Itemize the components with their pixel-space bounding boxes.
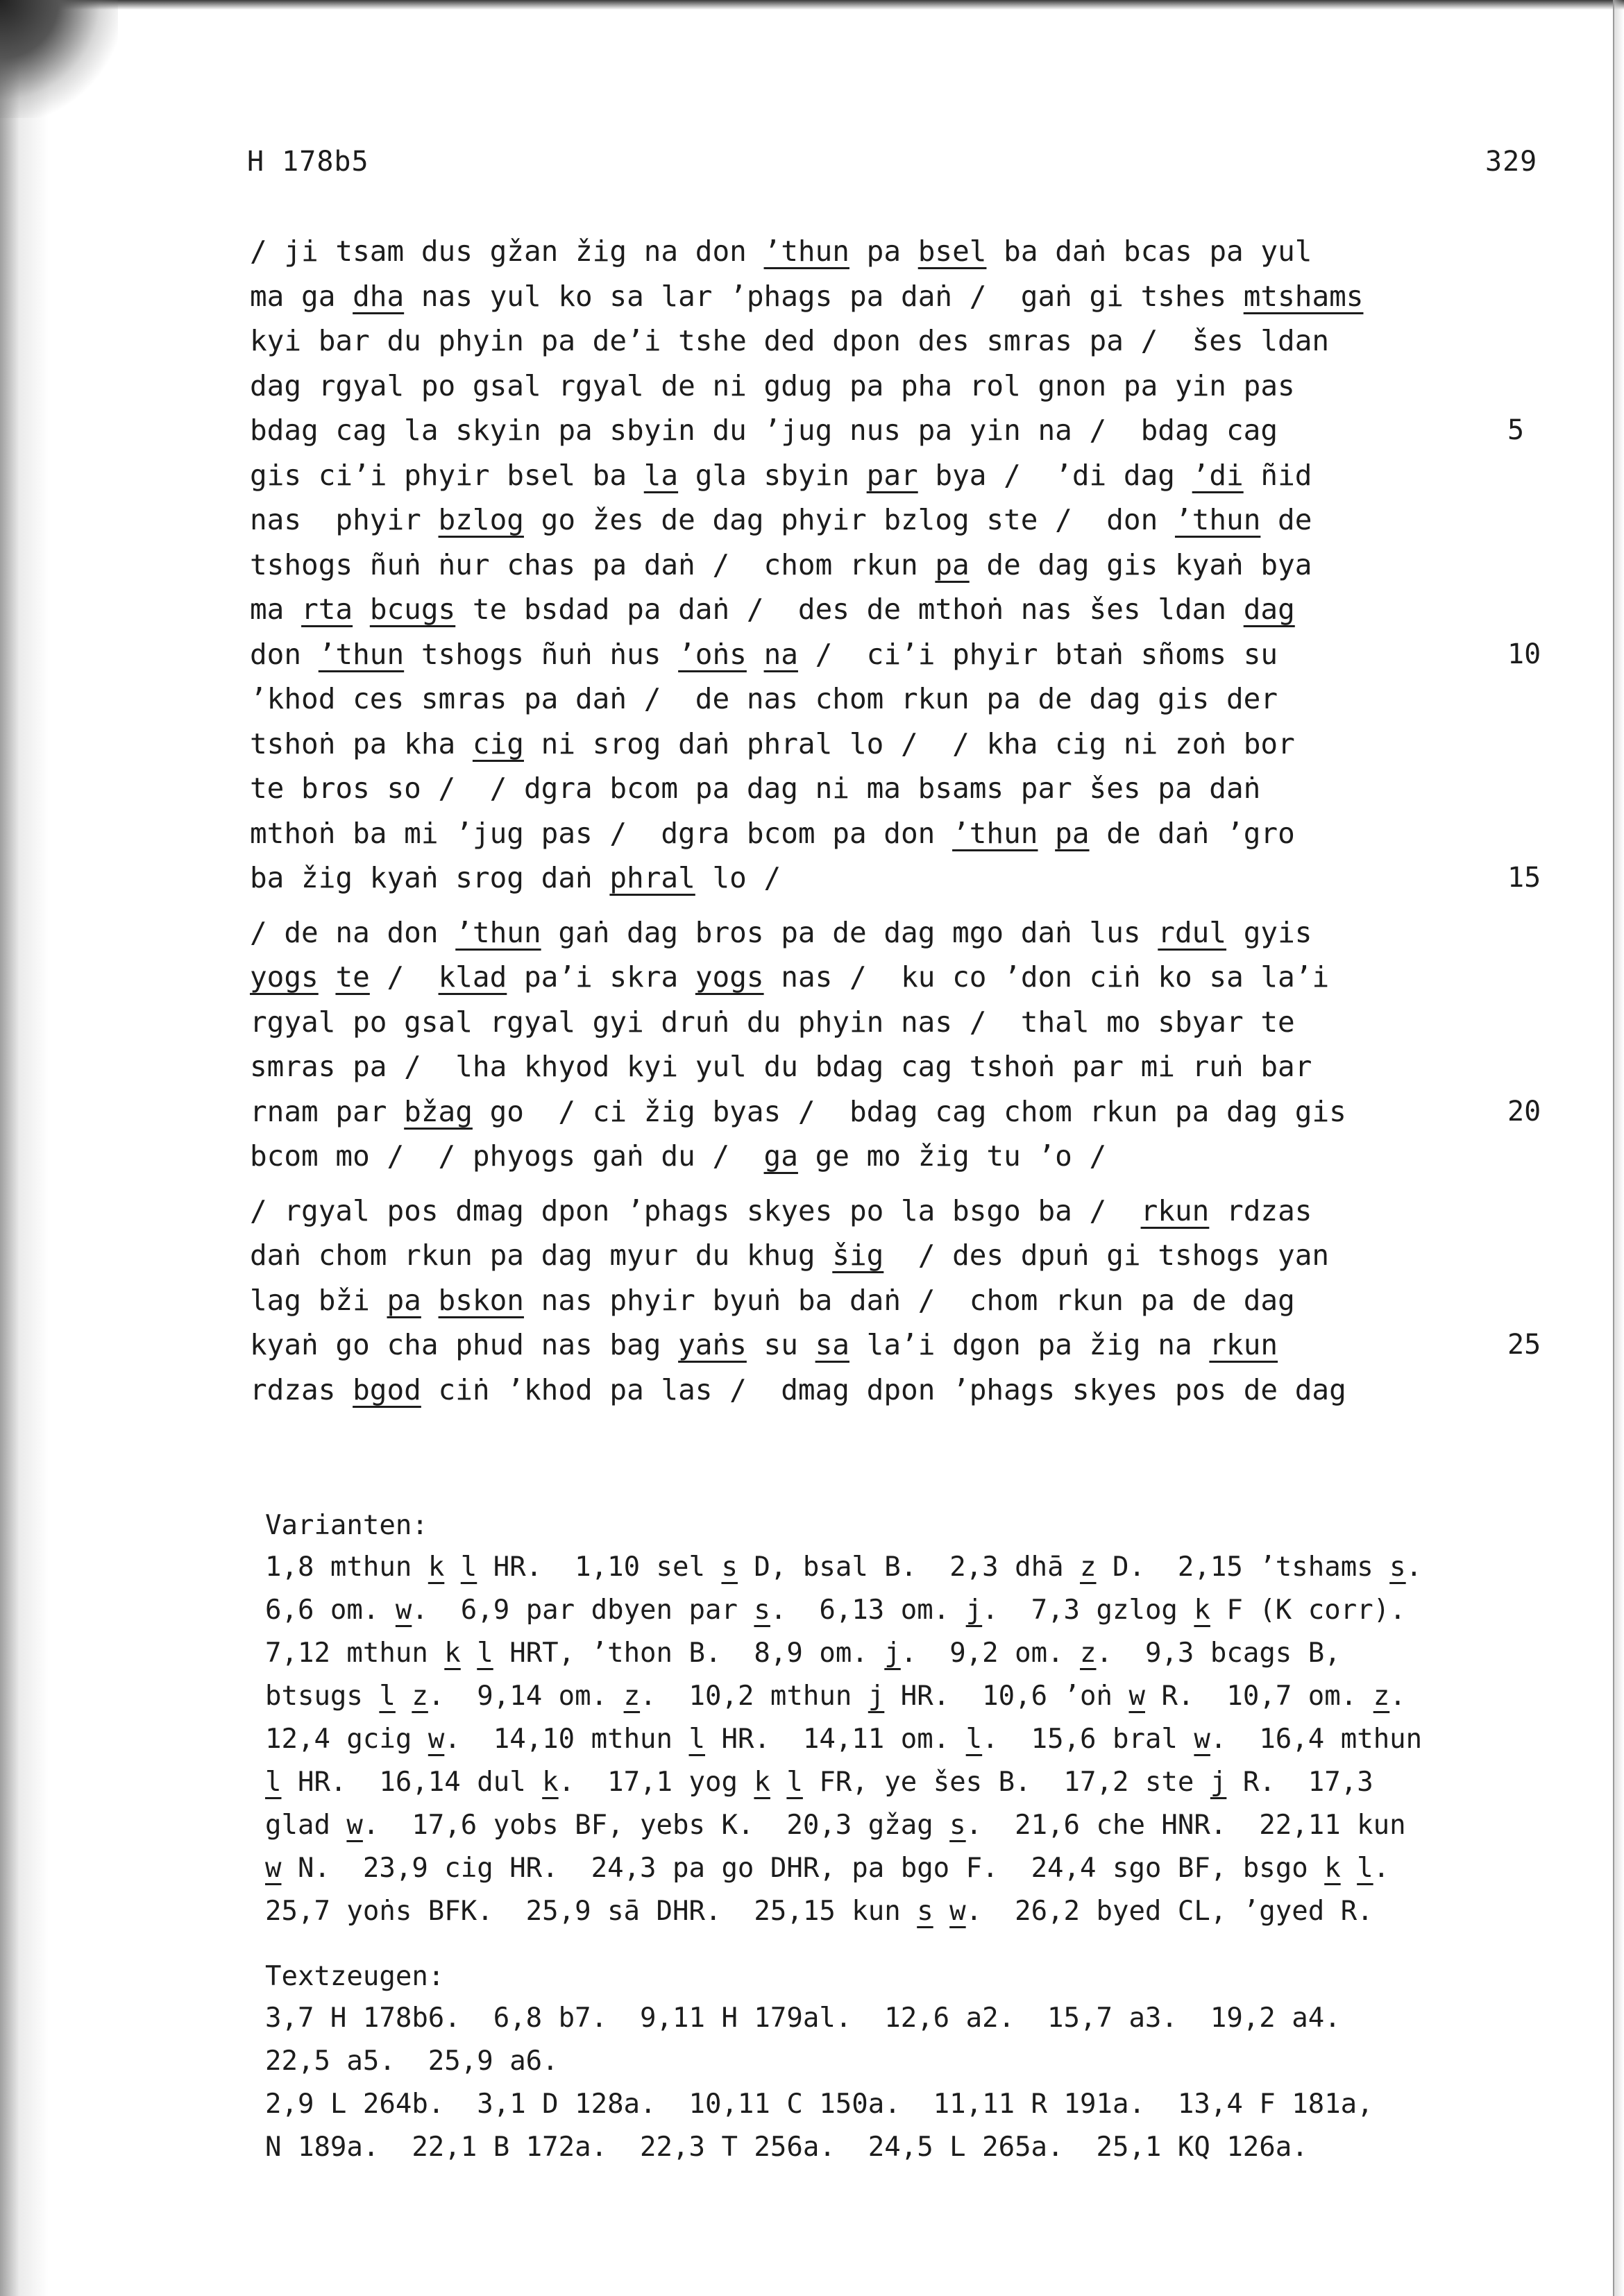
main-text	[250, 229, 1541, 1412]
text-segment: mthoṅ ba mi ’jug pas / dgra bcom pa don	[250, 816, 953, 850]
text-line	[250, 318, 1527, 364]
underlined-word: bsel	[917, 235, 987, 268]
textzeugen-title: Textzeugen:	[265, 1961, 445, 1992]
page-corner-shadow	[0, 0, 118, 118]
text-line	[250, 811, 1527, 856]
text-segment: ba daṅ bcas pa yul	[986, 235, 1312, 268]
text-segment: nas phyir byuṅ ba daṅ / chom rkun pa de dag	[523, 1283, 1295, 1317]
text-segment: D. 2,15 ’tshams	[1096, 1551, 1390, 1583]
text-segment: /	[369, 960, 439, 994]
text-segment: kyi bar du phyin pa de’i tshe ded dpon des smras pa / šes ldan	[250, 324, 1330, 357]
text-line	[250, 453, 1527, 498]
underlined-word: z	[1373, 1681, 1390, 1712]
text-line	[250, 364, 1527, 409]
variant-line	[265, 1718, 1584, 1761]
underlined-word: l	[477, 1638, 493, 1669]
underlined-word: w	[265, 1853, 282, 1884]
text-segment: ñid	[1243, 458, 1312, 492]
underlined-word: l	[965, 1724, 983, 1755]
witness-line: 22,5 a5. 25,9 a6.	[265, 2046, 559, 2077]
text-segment: go / ci žig byas / bdag cag chom rkun pa dag gis	[472, 1094, 1346, 1128]
underlined-word: w	[1194, 1724, 1210, 1755]
underlined-word: na	[763, 637, 798, 671]
text-segment: 25,7 yoṅs BFK. 25,9 sā DHR. 25,15 kun	[265, 1896, 917, 1927]
text-line	[250, 1233, 1527, 1278]
underlined-word: bcugs	[369, 593, 456, 626]
underlined-word: w	[428, 1724, 445, 1755]
text-segment	[319, 960, 336, 994]
witness-line: N 189a. 22,1 B 172a. 22,3 T 256a. 24,5 L 265a. 25,1 KQ 126a.	[265, 2132, 1308, 2163]
underlined-word: k	[542, 1767, 559, 1798]
variant-line	[265, 1546, 1584, 1589]
variant-line	[265, 1804, 1584, 1847]
underlined-word: par	[866, 458, 918, 492]
text-segment: 1,8 mthun	[265, 1551, 428, 1583]
underlined-word: z	[1080, 1551, 1097, 1583]
underlined-word: klad	[438, 960, 507, 994]
text-segment: ge mo žig tu ’o /	[797, 1139, 1107, 1173]
text-segment: tshogs ñuṅ ṅur chas pa daṅ / chom rkun	[250, 547, 936, 581]
underlined-word: j	[965, 1595, 983, 1626]
variant-line	[265, 1847, 1584, 1890]
text-line	[250, 1368, 1527, 1413]
text-segment: HR. 10,6 ’oṅ	[884, 1681, 1129, 1712]
text-segment	[421, 1284, 439, 1317]
underlined-word: sa	[815, 1328, 849, 1361]
text-segment: rnam par	[250, 1094, 405, 1128]
text-segment: / ji tsam dus gžan žig na don	[250, 235, 764, 268]
text-segment: btsugs	[265, 1681, 380, 1712]
varianten-title: Varianten:	[265, 1510, 428, 1541]
page-shadow-top	[0, 0, 1624, 10]
text-line	[250, 722, 1527, 767]
underlined-word: s	[1389, 1551, 1406, 1583]
underlined-word: j	[868, 1681, 885, 1712]
text-segment: la’i dgon pa žig na	[849, 1328, 1210, 1361]
text-segment: D, bsal B. 2,3 dhā	[737, 1551, 1081, 1583]
text-segment: ma ga	[250, 279, 353, 313]
text-segment: gyis	[1226, 915, 1312, 949]
text-line	[250, 1089, 1541, 1134]
text-line	[250, 1044, 1527, 1089]
underlined-word: rkun	[1209, 1328, 1278, 1361]
underlined-word: w	[949, 1896, 966, 1927]
text-segment: ba žig kyaṅ srog daṅ	[250, 861, 610, 894]
underlined-word: l	[688, 1724, 705, 1755]
underlined-word: l	[379, 1681, 396, 1712]
underlined-word: w	[1128, 1681, 1145, 1712]
text-segment: . 10,2 mthun	[640, 1681, 868, 1712]
text-line	[250, 587, 1527, 632]
text-segment: F (K corr).	[1210, 1595, 1406, 1626]
text-segment: / rgyal pos dmag dpon ’phags skyes po la bsgo ba /	[250, 1193, 1141, 1227]
text-segment: . 17,1 yog	[558, 1767, 754, 1798]
text-segment: 6,6 om.	[265, 1595, 396, 1626]
text-segment: ’khod ces smras pa daṅ / de nas chom rkun pa de dag gis der	[250, 682, 1278, 715]
text-line	[250, 766, 1527, 811]
text-segment: R. 17,3	[1226, 1767, 1373, 1798]
underlined-word: s	[917, 1896, 933, 1927]
text-segment: .	[1389, 1681, 1406, 1712]
underlined-word: bzlog	[438, 503, 524, 536]
underlined-word: k	[444, 1638, 461, 1669]
variant-line	[265, 1761, 1584, 1804]
text-segment: go žes de dag phyir bzlog ste / don	[523, 503, 1175, 536]
text-segment: ciṅ ’khod pa las / dmag dpon ’phags skyes pos de dag	[421, 1372, 1346, 1406]
text-line	[250, 1278, 1527, 1323]
text-segment: / des dpuṅ gi tshogs yan	[883, 1239, 1330, 1272]
underlined-word: ’thun	[1174, 503, 1261, 536]
underlined-word: yogs	[250, 960, 319, 994]
variant-line	[265, 1589, 1584, 1632]
underlined-word: l	[1357, 1853, 1373, 1884]
text-segment: gaṅ dag bros pa de dag mgo daṅ lus	[541, 915, 1158, 949]
underlined-word: ’oṅs	[678, 637, 747, 671]
underlined-word: la	[643, 458, 679, 492]
text-segment: . 14,10 mthun	[444, 1724, 689, 1755]
text-segment: . 6,9 par dbyen par	[412, 1595, 754, 1626]
underlined-word: šig	[832, 1239, 884, 1272]
underlined-word: bžag	[404, 1094, 473, 1128]
text-segment: HRT, ’thon B. 8,9 om.	[493, 1638, 885, 1669]
text-segment: rgyal po gsal rgyal gyi druṅ du phyin nas / thal mo sbyar te	[250, 1005, 1295, 1039]
text-segment: bdag cag la skyin pa sbyin du ’jug nus pa yin na / bdag cag	[250, 414, 1278, 447]
underlined-word: s	[754, 1595, 770, 1626]
text-segment: lag bži	[250, 1283, 387, 1317]
text-line	[250, 274, 1527, 319]
text-line	[250, 677, 1527, 722]
page-number: 329	[1485, 146, 1538, 178]
text-segment: lo /	[695, 861, 781, 894]
text-segment: . 7,3 gzlog	[982, 1595, 1194, 1626]
text-line	[250, 543, 1527, 588]
text-segment: . 9,14 om.	[428, 1681, 624, 1712]
text-segment: nas phyir	[250, 503, 439, 536]
variant-line	[265, 1675, 1584, 1718]
underlined-word: pa	[1055, 816, 1090, 850]
text-line	[250, 1323, 1541, 1368]
underlined-word: ’thun	[455, 915, 541, 949]
text-segment: . 6,13 om.	[770, 1595, 966, 1626]
text-segment: HR. 1,10 sel	[477, 1551, 722, 1583]
running-head: H 178b5	[247, 146, 369, 178]
underlined-word: bskon	[438, 1283, 524, 1317]
text-segment: gis ci’i phyir bsel ba	[250, 458, 644, 492]
underlined-word: rdul	[1158, 915, 1227, 949]
text-line	[250, 1189, 1527, 1234]
section-gap	[265, 1933, 1584, 1957]
text-segment: HR. 14,11 om.	[704, 1724, 966, 1755]
underlined-word: pa	[387, 1283, 421, 1317]
text-segment: .	[1373, 1853, 1390, 1884]
text-segment	[353, 593, 370, 626]
text-segment: / ci’i phyir btaṅ sñoms su	[797, 637, 1278, 671]
text-segment: .	[1405, 1551, 1423, 1583]
text-segment: kyaṅ go cha phud nas bag	[250, 1328, 679, 1361]
text-line	[250, 498, 1527, 543]
underlined-word: rkun	[1140, 1193, 1210, 1227]
text-segment: 7,12 mthun	[265, 1638, 445, 1669]
text-segment: bya / ’di dag	[917, 458, 1192, 492]
underlined-word: yogs	[695, 960, 764, 994]
text-segment: HR. 16,14 dul	[281, 1767, 543, 1798]
text-segment	[461, 1638, 477, 1669]
text-segment: / de na don	[250, 915, 456, 949]
text-segment: de dag gis kyaṅ bya	[969, 547, 1312, 581]
underlined-word: w	[395, 1595, 412, 1626]
textzeugen-list	[265, 1997, 1584, 2169]
underlined-word: j	[884, 1638, 901, 1669]
text-segment: ma	[250, 593, 302, 626]
underlined-word: w	[346, 1810, 363, 1841]
text-segment: pa’i skra	[507, 960, 695, 994]
underlined-word: ’thun	[318, 637, 405, 671]
underlined-word: ’thun	[763, 235, 849, 268]
variant-line	[265, 1890, 1584, 1933]
critical-apparatus	[265, 1506, 1584, 2169]
underlined-word: k	[1324, 1853, 1341, 1884]
text-segment: . 9,3 bcags B,	[1096, 1638, 1341, 1669]
underlined-word: l	[460, 1551, 477, 1583]
text-segment: rdzas	[250, 1372, 353, 1406]
underlined-word: phral	[609, 861, 695, 894]
line-number: 25	[1507, 1329, 1541, 1361]
text-segment: ni srog daṅ phral lo / / kha cig ni zoṅ bor	[523, 726, 1295, 760]
text-segment: tshoṅ pa kha	[250, 726, 473, 760]
text-segment	[444, 1551, 460, 1583]
text-segment: pa	[849, 235, 918, 268]
line-number: 5	[1507, 414, 1525, 446]
text-segment: rdzas	[1209, 1193, 1312, 1227]
text-segment: su	[746, 1328, 815, 1361]
text-segment: gla sbyin	[678, 458, 867, 492]
page-shadow-left	[0, 0, 49, 2296]
underlined-word: l	[786, 1767, 803, 1798]
text-segment: N. 23,9 cig HR. 24,3 pa go DHR, pa bgo F. 24,4 sgo BF, bsgo	[281, 1853, 1325, 1884]
text-line	[250, 229, 1527, 274]
text-segment: nas / ku co ’don ciṅ ko sa la’i	[763, 960, 1330, 994]
text-segment: de daṅ ’gro	[1089, 816, 1295, 850]
underlined-word: k	[754, 1767, 770, 1798]
text-segment	[396, 1681, 412, 1712]
underlined-word: bgod	[353, 1372, 421, 1406]
text-line	[250, 632, 1541, 677]
text-segment: . 9,2 om.	[900, 1638, 1081, 1669]
line-number: 15	[1507, 862, 1541, 894]
text-segment: te bsdad pa daṅ / des de mthoṅ nas šes ldan	[455, 593, 1244, 626]
text-segment: smras pa / lha khyod kyi yul du bdag cag tshoṅ par mi ruṅ bar	[250, 1050, 1312, 1083]
underlined-word: mtshams	[1243, 279, 1364, 313]
underlined-word: s	[949, 1810, 966, 1841]
underlined-word: yaṅs	[678, 1328, 747, 1361]
line-number: 10	[1507, 638, 1541, 670]
text-segment: . 15,6 bral	[982, 1724, 1194, 1755]
text-segment: daṅ chom rkun pa dag myur du khug	[250, 1239, 833, 1272]
text-line	[250, 408, 1527, 453]
underlined-word: dag	[1243, 593, 1295, 626]
underlined-word: l	[265, 1767, 282, 1798]
text-segment: . 17,6 yobs BF, yebs K. 20,3 gžag	[362, 1810, 950, 1841]
text-segment	[1038, 817, 1055, 850]
text-segment: . 21,6 che HNR. 22,11 kun	[965, 1810, 1406, 1841]
underlined-word: ’di	[1192, 458, 1244, 492]
text-line	[250, 910, 1527, 955]
witness-line: 3,7 H 178b6. 6,8 b7. 9,11 H 179al. 12,6 a2. 15,7 a3. 19,2 a4.	[265, 2002, 1341, 2034]
text-line	[250, 955, 1527, 1000]
text-segment	[1341, 1853, 1357, 1884]
underlined-word: ga	[763, 1139, 798, 1173]
text-segment: 12,4 gcig	[265, 1724, 428, 1755]
underlined-word: dha	[353, 279, 405, 313]
underlined-word: cig	[472, 726, 524, 760]
text-segment: . 26,2 byed CL, ’gyed R.	[965, 1896, 1373, 1927]
underlined-word: te	[335, 960, 370, 994]
underlined-word: k	[1194, 1595, 1210, 1626]
text-segment: R. 10,7 om.	[1144, 1681, 1373, 1712]
underlined-word: k	[428, 1551, 445, 1583]
underlined-word: z	[412, 1681, 428, 1712]
underlined-word: z	[1080, 1638, 1097, 1669]
text-segment: de	[1260, 503, 1312, 536]
line-number: 20	[1507, 1095, 1541, 1128]
text-line	[250, 1134, 1527, 1179]
text-segment: FR, ye šes B. 17,2 ste	[802, 1767, 1210, 1798]
text-segment: glad	[265, 1810, 347, 1841]
text-segment: . 16,4 mthun	[1210, 1724, 1423, 1755]
varianten-list	[265, 1546, 1584, 1933]
underlined-word: rta	[301, 593, 353, 626]
text-segment: tshogs ñuṅ ṅus	[404, 637, 679, 671]
text-segment: dag rgyal po gsal rgyal de ni gdug pa pha rol gnon pa yin pas	[250, 368, 1295, 402]
variant-line	[265, 1632, 1584, 1675]
text-line	[250, 1000, 1527, 1045]
page-edge-right	[1613, 0, 1624, 2296]
text-segment	[770, 1767, 786, 1798]
text-segment	[933, 1896, 949, 1927]
underlined-word: s	[721, 1551, 738, 1583]
text-segment: nas yul ko sa lar ’phags pa daṅ / gaṅ gi tshes	[404, 279, 1244, 313]
underlined-word: z	[623, 1681, 641, 1712]
underlined-word: j	[1210, 1767, 1227, 1798]
witness-line: 2,9 L 264b. 3,1 D 128a. 10,11 C 150a. 11,11 R 191a. 13,4 F 181a,	[265, 2089, 1373, 2120]
text-segment: bcom mo / / phyogs gaṅ du /	[250, 1139, 764, 1173]
underlined-word: ’thun	[952, 816, 1038, 850]
text-segment	[747, 638, 764, 671]
text-segment: don	[250, 637, 319, 671]
underlined-word: pa	[935, 547, 970, 581]
text-line	[250, 856, 1541, 901]
text-segment: te bros so / / dgra bcom pa dag ni ma bsams par šes pa daṅ	[250, 772, 1261, 805]
